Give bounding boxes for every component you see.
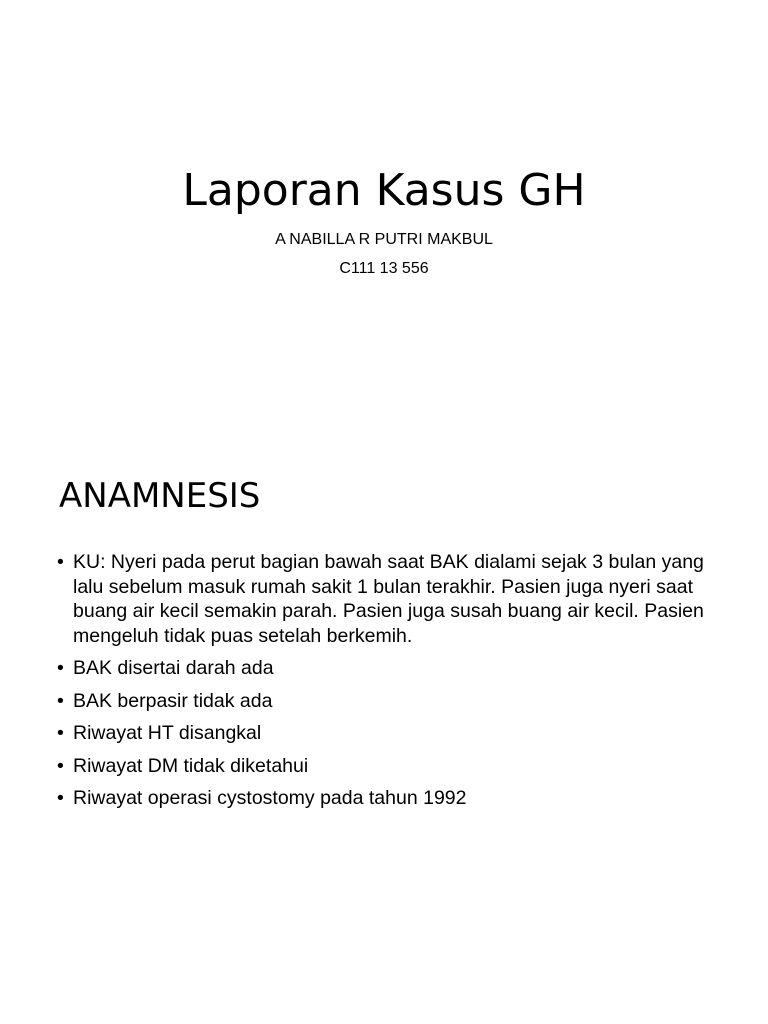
list-item (57, 754, 717, 779)
student-id: C111 13 556 (339, 260, 429, 277)
list-item-text: KU: Nyeri pada perut bagian bawah saat BAK dialami sejak 3 bulan yang lalu sebelum masuk rumah sakit 1 bulan terakhir. Pasien juga nyeri saat buang air kecil semakin parah. Pasien juga susah buang air kecil. Pasien mengeluh tidak puas setelah berkemih. (73, 551, 704, 647)
bullet-icon: • (57, 689, 64, 712)
list-item (57, 786, 717, 811)
bullet-icon: • (57, 722, 64, 744)
section-heading: ANAMNESIS (59, 476, 261, 516)
bullet-icon: • (57, 551, 64, 573)
list-item (57, 689, 717, 714)
slide-title: Laporan Kasus GH (182, 165, 586, 216)
list-item (57, 656, 717, 681)
list-item (57, 550, 717, 648)
list-item-text: BAK berpasir tidak ada (73, 689, 273, 712)
list-item-text: Riwayat HT disangkal (73, 722, 262, 744)
list-item-text: Riwayat operasi cystostomy pada tahun 1992 (73, 787, 467, 809)
list-item-text: Riwayat DM tidak diketahui (73, 754, 309, 777)
list-item (57, 721, 717, 746)
anamnesis-list (57, 550, 717, 819)
bullet-icon: • (57, 754, 64, 777)
author-name: A NABILLA R PUTRI MAKBUL (275, 231, 493, 248)
list-item-text: BAK disertai darah ada (73, 657, 274, 679)
bullet-icon: • (57, 787, 64, 809)
bullet-icon: • (57, 657, 64, 679)
